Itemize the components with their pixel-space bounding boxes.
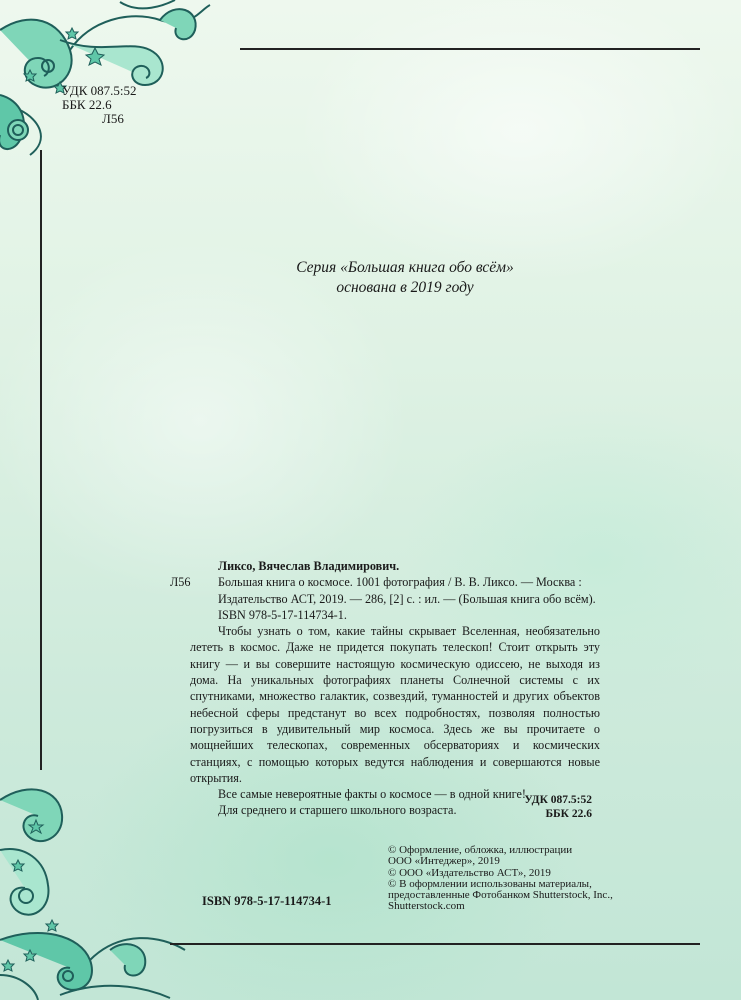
left-rule: [40, 150, 42, 770]
series-note: [200, 258, 610, 298]
author-mark: Л56: [102, 111, 124, 126]
copyright-block: [388, 845, 628, 913]
swirl-ornament-bottom-left: [0, 760, 190, 1000]
copyright-line-4: © В оформлении использованы материалы,: [388, 877, 592, 890]
isbn-bottom: ISBN 978-5-17-114734-1: [202, 894, 332, 908]
bib-author-mark: Л56: [170, 575, 191, 590]
copyright-line-1: © Оформление, обложка, иллюстрации: [388, 844, 573, 856]
bottom-rule: [170, 943, 700, 945]
bbk-code: ББК 22.6: [62, 97, 112, 112]
bib-annotation: Чтобы узнать о том, какие тайны скрывает Вселенная, необязательно лететь в космос. Даже не придется покупать телескоп! Стоит открыть эту книгу — и вы совершите настоящую космическую одиссею, не выходя из дома. На уникальных фотографиях планеты Солнечной системы с их спутниками, множество галактик, созвездий, туманностей и других объектов небесной сферы предстанут во всех подробностях, позволяя полностью погрузиться в удивительный мир космоса. Здесь же вы прочитаете о мощнейших телескопах, современных обсерваториях и космических станциях, с помощью которых ведутся наблюдения и совершаются новые открытия.: [190, 624, 600, 785]
top-rule: [240, 48, 700, 50]
udk-code-bottom: УДК 087.5:52: [524, 794, 592, 806]
classification-top: [62, 84, 137, 126]
bib-tagline: Все самые невероятные факты о космосе — в одной книге!: [218, 787, 526, 802]
classification-bottom: [490, 793, 592, 821]
udk-code: УДК 087.5:52: [62, 83, 137, 98]
series-line-2: основана в 2019 году: [336, 279, 474, 296]
copyright-line-5: предоставленные Фотобанком Shutterstock, Inc.,: [388, 889, 613, 902]
copyright-line-3: © ООО «Издательство АСТ», 2019: [388, 866, 551, 879]
series-line-1: Серия «Большая книга обо всём»: [296, 259, 514, 276]
bib-author: Ликсо, Вячеслав Владимирович.: [218, 559, 400, 573]
bibliographic-record: [170, 558, 600, 819]
bib-title-line-1: Большая книга о космосе. 1001 фотография / В. В. Ликсо. — Москва :: [218, 575, 582, 590]
copyright-line-2: ООО «Интеджер», 2019: [388, 855, 500, 868]
bib-title-line-2: Издательство АСТ, 2019. — 286, [2] с. : ил. — (Большая книга обо всём).: [218, 591, 596, 606]
bib-isbn: ISBN 978-5-17-114734-1.: [218, 607, 347, 622]
copyright-line-6: Shutterstock.com: [388, 900, 465, 913]
bib-audience: Для среднего и старшего школьного возраста.: [218, 803, 457, 818]
bbk-code-bottom: ББК 22.6: [545, 808, 592, 820]
swirl-ornament-top-left: [0, 0, 240, 160]
